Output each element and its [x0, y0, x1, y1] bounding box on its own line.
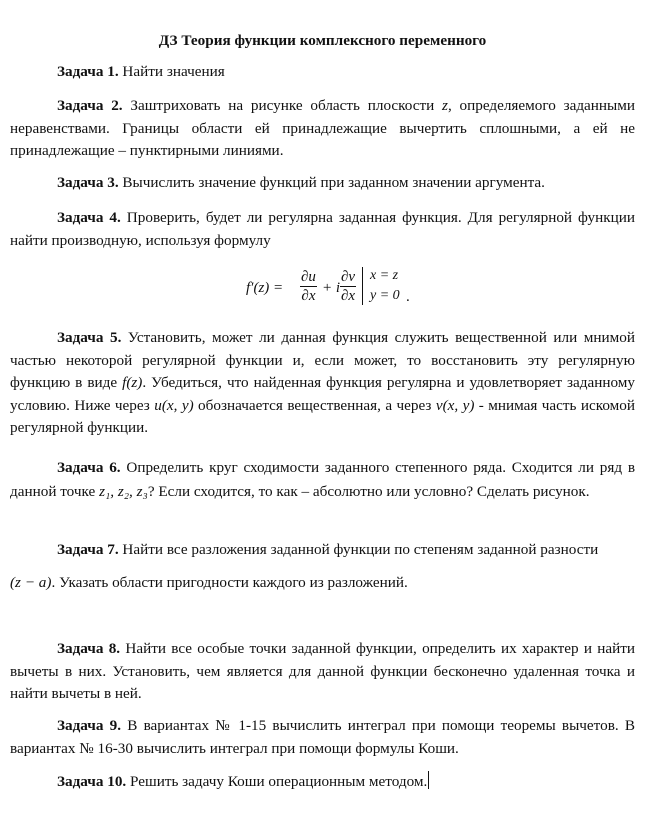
task-label: Задача 2. [57, 97, 123, 114]
task-text: , определяемого заданными неравенствами. Границы области ей принадлежащие вычертить сплошными, а ей не принадлежащие – пунктирными линиями. [10, 97, 635, 160]
formula-plus-i: + i [322, 280, 341, 296]
math-uxy: u(x, y) [154, 396, 194, 414]
task-text: Заштриховать на рисунке область плоскости [122, 97, 443, 114]
task-5 [10, 327, 635, 440]
task-7-line2 [10, 572, 635, 595]
task-label: Задача 3. [57, 174, 119, 191]
task-label: Задача 1. [57, 63, 119, 80]
task-1 [10, 61, 635, 84]
task-text: обозначается вещественная, а через [193, 396, 436, 414]
task-text: Определить круг сходимости заданного степенного ряда. Сходится ли ряд в данной точке [10, 459, 635, 500]
task-text: . Убедиться, что найденная функция регулярна и удовлетворяет заданному условию. Ниже через [10, 374, 635, 414]
math-vxy: v(x, y) [435, 396, 475, 414]
task-text: Вычислить значение функций при заданном значении аргумента. [118, 174, 545, 191]
task-4 [10, 207, 635, 252]
fraction-du-dx [300, 268, 317, 305]
math-var-z: z [442, 97, 448, 114]
condition-y: y = 0 [370, 288, 400, 303]
math-z-minus-a: (z − a) [10, 574, 52, 591]
denominator: ∂x [341, 288, 356, 304]
task-label: Задача 9. [57, 717, 122, 734]
task-label: Задача 8. [57, 640, 121, 657]
denominator: ∂x [301, 288, 316, 304]
task-text: Установить, может ли данная функция служить вещественной или мнимой частью некоторой регулярной функции и, если может, то восстановить эту регулярную функцию в виде [10, 329, 635, 392]
task-label: Задача 7. [57, 541, 119, 558]
task-text: Найти значения [118, 63, 225, 80]
condition-x: x = z [370, 268, 399, 283]
numerator: ∂v [341, 269, 356, 285]
formula-dot: . [406, 289, 410, 305]
math-points: z₁, z₂, z₃ [99, 483, 148, 500]
task-text: Найти все особые точки заданной функции, определить их характер и найти вычеты в них. Установить, чем является для данной функции бесконечно удаленная точка и найти вычеты в ней. [10, 640, 635, 703]
task-text: - мнимая часть искомой регулярной функции. [10, 396, 636, 437]
task-10 [10, 771, 635, 794]
task-6 [10, 456, 635, 504]
task-text: ? Если сходится, то как – абсолютно или условно? Сделать рисунок. [147, 483, 590, 500]
text-cursor [428, 771, 429, 789]
formula-lhs: f′(z) = [246, 280, 284, 296]
task-9 [10, 715, 635, 760]
task-label: Задача 6. [57, 459, 121, 476]
fraction-dv-dx [340, 268, 356, 305]
derivative-formula [246, 266, 426, 310]
math-fz: f(z) [122, 374, 143, 392]
task-8 [10, 638, 635, 706]
task-2 [10, 95, 635, 163]
task-3 [10, 172, 635, 195]
task-label: Задача 10. [57, 773, 127, 790]
task-label: Задача 4. [57, 209, 121, 226]
numerator: ∂u [301, 269, 316, 285]
page-title: ДЗ Теория функции комплексного переменного [158, 32, 487, 49]
task-text: В вариантах № 1-15 вычислить интеграл при помощи теоремы вычетов. В вариантах № 16-30 вычислить интеграл при помощи формулы Коши. [10, 717, 636, 757]
task-label: Задача 5. [57, 329, 122, 346]
task-text: . Указать области пригодности каждого из разложений. [51, 574, 408, 591]
substitution-bar [362, 267, 363, 305]
task-text: Решить задачу Коши операционным методом. [126, 773, 428, 790]
task-text: Найти все разложения заданной функции по степеням заданной разности [118, 541, 599, 558]
task-text: Проверить, будет ли регулярна заданная функция. Для регулярной функции найти производную, используя формулу [10, 209, 635, 249]
task-7 [10, 539, 635, 562]
